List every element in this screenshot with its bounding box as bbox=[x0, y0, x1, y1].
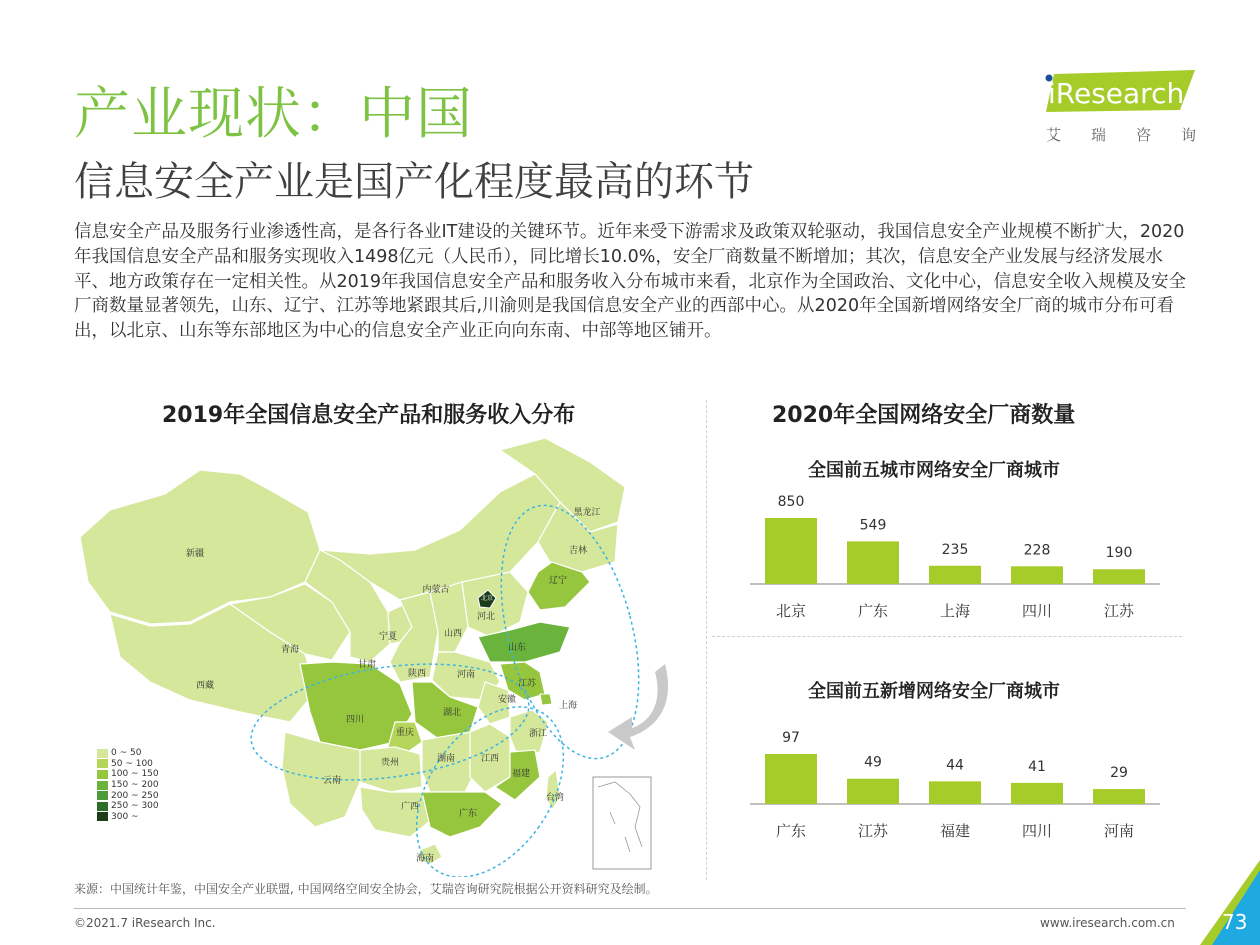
china-map bbox=[70, 432, 710, 877]
logo-cn-char: 瑞 bbox=[1090, 126, 1106, 144]
legend-label: 150 ~ 200 bbox=[111, 780, 159, 791]
region-label: 四川 bbox=[345, 715, 365, 725]
category-label: 广东 bbox=[775, 822, 807, 840]
region-label: 辽宁 bbox=[548, 576, 568, 586]
page-number: 73 bbox=[1222, 910, 1248, 934]
region-label: 江西 bbox=[480, 754, 500, 764]
bar-value-label: 850 bbox=[777, 494, 805, 510]
copyright: ©2021.7 iResearch Inc. bbox=[74, 916, 216, 930]
bar bbox=[1093, 789, 1145, 804]
category-label: 上海 bbox=[939, 602, 971, 620]
legend-label: 100 ~ 150 bbox=[111, 769, 159, 780]
logo-cn-char: 询 bbox=[1180, 126, 1196, 144]
legend-item bbox=[97, 780, 159, 791]
map-title: 2019年全国信息安全产品和服务收入分布 bbox=[162, 403, 576, 428]
legend-item bbox=[97, 790, 159, 801]
legend-swatch bbox=[97, 802, 108, 811]
region-label: 河北 bbox=[476, 612, 496, 622]
region-label: 黑龙江 bbox=[573, 508, 601, 518]
legend-label: 250 ~ 300 bbox=[111, 801, 159, 812]
legend-swatch bbox=[97, 812, 108, 821]
source-note: 来源：中国统计年鉴，中国安全产业联盟, 中国网络空间安全协会，艾瑞咨询研究院根据公开资料研究及绘制。 bbox=[74, 882, 658, 896]
bar bbox=[1011, 566, 1063, 584]
legend-item bbox=[97, 748, 159, 759]
category-label: 福建 bbox=[939, 822, 971, 840]
region-guizhou bbox=[360, 747, 422, 792]
right-section-title: 2020年全国网络安全厂商数量 bbox=[772, 403, 1076, 428]
logo-cn-char: 咨 bbox=[1135, 126, 1151, 144]
category-label: 北京 bbox=[775, 602, 807, 620]
bar-value-label: 49 bbox=[864, 754, 882, 771]
page-subtitle: 信息安全产业是国产化程度最高的环节 bbox=[74, 159, 754, 205]
chart2-title: 全国前五新增网络安全厂商城市 bbox=[808, 681, 1060, 702]
legend-swatch bbox=[97, 749, 108, 758]
legend-item bbox=[97, 759, 159, 770]
region-label: 内蒙古 bbox=[422, 585, 450, 595]
region-label: 重庆 bbox=[395, 728, 415, 738]
region-label: 江苏 bbox=[517, 679, 537, 689]
legend-swatch bbox=[97, 781, 108, 790]
region-label: 湖南 bbox=[436, 754, 456, 764]
category-label: 江苏 bbox=[857, 822, 889, 840]
horizontal-divider bbox=[712, 636, 1182, 637]
bar bbox=[765, 518, 817, 584]
region-label: 广西 bbox=[400, 802, 420, 812]
map-legend bbox=[97, 748, 159, 822]
region-label: 新疆 bbox=[185, 549, 205, 559]
legend-swatch bbox=[97, 791, 108, 800]
region-label: 陕西 bbox=[407, 669, 427, 679]
region-label: 浙江 bbox=[528, 729, 548, 739]
bar-value-label: 228 bbox=[1023, 542, 1051, 559]
region-label: 青海 bbox=[280, 645, 300, 655]
legend-label: 300 ~ bbox=[111, 811, 139, 822]
legend-item bbox=[97, 812, 159, 823]
region-label: 广东 bbox=[458, 809, 478, 819]
bar-value-label: 97 bbox=[782, 730, 800, 746]
logo-chinese bbox=[1046, 124, 1196, 145]
bar-value-label: 549 bbox=[859, 517, 887, 534]
logo-cn-char: 艾 bbox=[1046, 126, 1062, 144]
bar-value-label: 41 bbox=[1028, 758, 1046, 775]
region-label: 台湾 bbox=[545, 793, 565, 803]
category-label: 广东 bbox=[857, 602, 889, 620]
region-label: 甘肃 bbox=[357, 660, 377, 670]
region-label: 山东 bbox=[507, 643, 527, 653]
bar-chart-new-vendors bbox=[750, 715, 1170, 855]
region-label: 河南 bbox=[456, 670, 476, 680]
iresearch-logo bbox=[1040, 70, 1195, 112]
bar bbox=[929, 781, 981, 804]
bar bbox=[847, 541, 899, 584]
category-label: 江苏 bbox=[1103, 602, 1135, 620]
category-label: 四川 bbox=[1021, 602, 1053, 620]
bar bbox=[765, 754, 817, 804]
bar-chart-top-cities bbox=[750, 480, 1170, 630]
region-label: 云南 bbox=[322, 776, 342, 786]
website-link[interactable]: www.iresearch.com.cn bbox=[1040, 916, 1175, 930]
legend-label: 200 ~ 250 bbox=[111, 790, 159, 801]
bar-value-label: 29 bbox=[1110, 765, 1128, 782]
region-label: 西藏 bbox=[195, 681, 215, 691]
region-label: 贵州 bbox=[380, 758, 400, 768]
region-label: 安徽 bbox=[497, 695, 517, 705]
body-paragraph: 信息安全产品及服务行业渗透性高，是各行各业IT建设的关键环节。近年来受下游需求及政策双轮驱动，我国信息安全产业规模不断扩大，2020年我国信息安全产品和服务实现收入1498亿元（人民币），同比增长10.0%，安全厂商数量不断增加；其次，信息安全产业发展与经济发展水平、地方政策存在一定相关性。从2019年我国信息安全产品和服务收入分布城市来看，北京作为全国政治、文化中心，信息安全收入规模及安全厂商数量显著领先，山东、辽宁、江苏等地紧跟其后,川渝则是我国信息安全产业的西部中心。从2020年全国新增网络安全厂商的城市分布可看出，以北京、山东等东部地区为中心的信息安全产业正向向东南、中部等地区铺开。 bbox=[74, 222, 1187, 342]
region-label: 吉林 bbox=[568, 546, 588, 556]
category-label: 四川 bbox=[1021, 822, 1053, 840]
region-label: 湖北 bbox=[442, 708, 462, 718]
bar bbox=[929, 566, 981, 584]
chart1-title: 全国前五城市网络安全厂商城市 bbox=[808, 460, 1060, 481]
region-label: 福建 bbox=[511, 769, 531, 779]
logo-word-text: iResearch bbox=[1048, 77, 1185, 110]
region-label: 上海 bbox=[558, 701, 578, 711]
page-title: 产业现状：中国 bbox=[74, 82, 473, 147]
legend-item bbox=[97, 769, 159, 780]
legend-label: 50 ~ 100 bbox=[111, 758, 153, 769]
bar bbox=[1011, 783, 1063, 804]
bar bbox=[847, 779, 899, 804]
region-shanghai bbox=[540, 694, 552, 705]
region-label: 北京 bbox=[480, 595, 494, 602]
bar-value-label: 44 bbox=[946, 757, 964, 774]
category-label: 河南 bbox=[1103, 822, 1135, 840]
south-china-sea-inset bbox=[593, 777, 651, 869]
bar-value-label: 190 bbox=[1105, 545, 1133, 562]
region-label: 山西 bbox=[443, 629, 463, 639]
bar bbox=[1093, 569, 1145, 584]
legend-label: 0 ~ 50 bbox=[111, 748, 142, 759]
footer-divider bbox=[74, 908, 1186, 909]
legend-swatch bbox=[97, 759, 108, 768]
legend-item bbox=[97, 801, 159, 812]
region-label: 海南 bbox=[415, 854, 435, 864]
region-label: 宁夏 bbox=[378, 632, 398, 642]
bar-value-label: 235 bbox=[941, 541, 969, 558]
legend-swatch bbox=[97, 770, 108, 779]
